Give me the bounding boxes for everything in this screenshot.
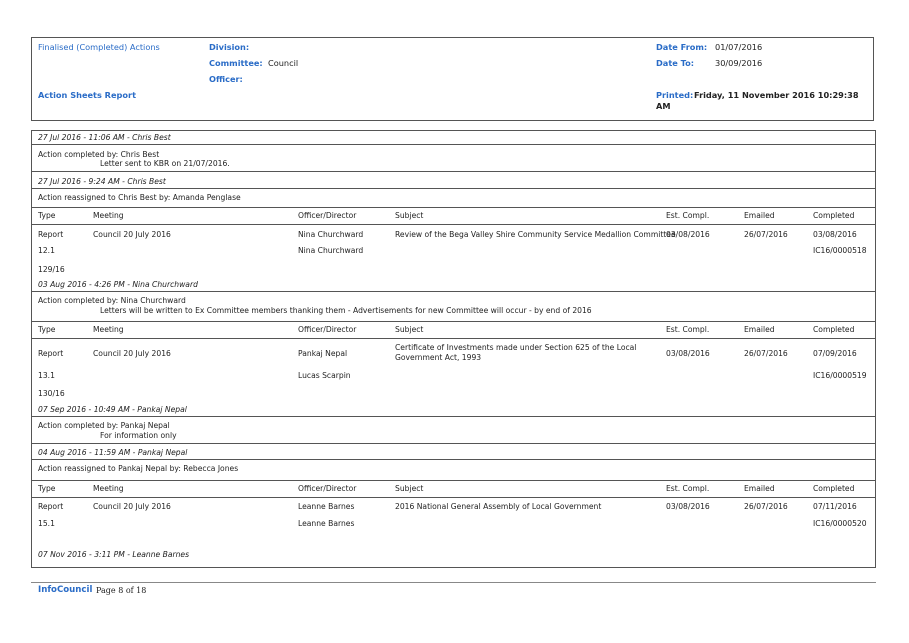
report-type: Finalised (Completed) Actions bbox=[38, 42, 160, 52]
cell-emailed: 26/07/2016 bbox=[744, 230, 788, 239]
cell-est: 03/08/2016 bbox=[666, 349, 710, 358]
date-from-label: Date From: bbox=[656, 42, 708, 52]
col-meeting: Meeting bbox=[93, 484, 124, 493]
committee-value: Council bbox=[268, 58, 299, 68]
cell-meeting: Council 20 July 2016 bbox=[93, 502, 171, 511]
col-emailed: Emailed bbox=[744, 325, 775, 334]
cell-resolution: 130/16 bbox=[38, 389, 65, 398]
col-officer: Officer/Director bbox=[298, 211, 357, 220]
cell-officer: Pankaj Nepal bbox=[298, 349, 348, 358]
note-text: Action completed by: Nina Churchward bbox=[38, 296, 186, 305]
cell-type: Report bbox=[38, 349, 64, 358]
table-header bbox=[32, 480, 875, 498]
cell-officer-2: Lucas Scarpin bbox=[298, 371, 351, 380]
cell-resolution: 129/16 bbox=[38, 265, 65, 274]
cell-meeting: Council 20 July 2016 bbox=[93, 230, 171, 239]
divider bbox=[32, 171, 875, 172]
date-to-label: Date To: bbox=[656, 58, 695, 68]
divider bbox=[32, 291, 875, 292]
cell-subject: Review of the Bega Valley Shire Community Service Medallion Committee bbox=[395, 230, 676, 239]
note-text: Letters will be written to Ex Committee members thanking them - Advertisements for new Committee will occur - by end of 2016 bbox=[100, 306, 592, 315]
footer-brand: InfoCouncil bbox=[38, 585, 93, 595]
divider bbox=[32, 188, 875, 189]
note-text: For information only bbox=[100, 431, 177, 440]
footer-divider bbox=[31, 582, 876, 583]
table-header bbox=[32, 321, 875, 339]
cell-completed: 03/08/2016 bbox=[813, 230, 857, 239]
divider bbox=[32, 416, 875, 417]
table-header bbox=[32, 207, 875, 225]
cell-subject: 2016 National General Assembly of Local Government bbox=[395, 502, 602, 511]
col-officer: Officer/Director bbox=[298, 325, 357, 334]
note-text: Letter sent to KBR on 21/07/2016. bbox=[100, 159, 230, 168]
cell-subject: Certificate of Investments made under Section 625 of the Local bbox=[395, 343, 637, 352]
note-heading: 04 Aug 2016 - 11:59 AM - Pankaj Nepal bbox=[38, 448, 188, 457]
col-est: Est. Compl. bbox=[666, 325, 710, 334]
divider bbox=[32, 443, 875, 444]
cell-completed: 07/11/2016 bbox=[813, 502, 857, 511]
division-label: Division: bbox=[209, 42, 250, 52]
note-text: Action completed by: Chris Best bbox=[38, 150, 160, 159]
cell-est: 03/08/2016 bbox=[666, 502, 710, 511]
date-from-value: 01/07/2016 bbox=[715, 42, 763, 52]
cell-officer: Leanne Barnes bbox=[298, 502, 355, 511]
col-type: Type bbox=[38, 325, 56, 334]
col-completed: Completed bbox=[813, 325, 855, 334]
note-heading: 03 Aug 2016 - 4:26 PM - Nina Churchward bbox=[38, 280, 198, 289]
col-est: Est. Compl. bbox=[666, 484, 710, 493]
divider bbox=[32, 144, 875, 145]
cell-emailed: 26/07/2016 bbox=[744, 502, 788, 511]
cell-officer-2: Leanne Barnes bbox=[298, 519, 355, 528]
col-completed: Completed bbox=[813, 484, 855, 493]
col-type: Type bbox=[38, 484, 56, 493]
col-type: Type bbox=[38, 211, 56, 220]
cell-meeting: Council 20 July 2016 bbox=[93, 349, 171, 358]
note-text: Action completed by: Pankaj Nepal bbox=[38, 421, 170, 430]
col-subject: Subject bbox=[395, 211, 424, 220]
page-number: Page 8 of 18 bbox=[96, 586, 147, 595]
cell-type: Report bbox=[38, 230, 64, 239]
col-est: Est. Compl. bbox=[666, 211, 710, 220]
cell-completed: 07/09/2016 bbox=[813, 349, 857, 358]
cell-subject: Government Act, 1993 bbox=[395, 353, 482, 362]
note-heading: 27 Jul 2016 - 11:06 AM - Chris Best bbox=[38, 133, 171, 142]
note-text: Action reassigned to Pankaj Nepal by: Rebecca Jones bbox=[38, 464, 239, 473]
col-completed: Completed bbox=[813, 211, 855, 220]
col-subject: Subject bbox=[395, 484, 424, 493]
actions-table bbox=[31, 130, 876, 568]
col-meeting: Meeting bbox=[93, 325, 124, 334]
divider bbox=[32, 459, 875, 460]
report-header bbox=[31, 37, 874, 121]
officer-label: Officer: bbox=[209, 74, 243, 84]
note-heading: 07 Sep 2016 - 10:49 AM - Pankaj Nepal bbox=[38, 405, 187, 414]
cell-item-no: 15.1 bbox=[38, 519, 55, 528]
cell-type: Report bbox=[38, 502, 64, 511]
cell-ref: IC16/0000520 bbox=[813, 519, 867, 528]
printed-value: Friday, 11 November 2016 10:29:38 bbox=[694, 90, 859, 100]
note-heading: 27 Jul 2016 - 9:24 AM - Chris Best bbox=[38, 177, 166, 186]
printed-label: Printed: bbox=[656, 90, 694, 100]
date-to-value: 30/09/2016 bbox=[715, 58, 763, 68]
note-text: Action reassigned to Chris Best by: Amanda Penglase bbox=[38, 193, 241, 202]
report-title: Action Sheets Report bbox=[38, 90, 136, 100]
note-heading: 07 Nov 2016 - 3:11 PM - Leanne Barnes bbox=[38, 550, 190, 559]
cell-ref: IC16/0000518 bbox=[813, 246, 867, 255]
committee-label: Committee: bbox=[209, 58, 263, 68]
cell-officer-2: Nina Churchward bbox=[298, 246, 364, 255]
col-emailed: Emailed bbox=[744, 211, 775, 220]
cell-officer: Nina Churchward bbox=[298, 230, 364, 239]
cell-item-no: 12.1 bbox=[38, 246, 55, 255]
cell-item-no: 13.1 bbox=[38, 371, 55, 380]
col-emailed: Emailed bbox=[744, 484, 775, 493]
cell-emailed: 26/07/2016 bbox=[744, 349, 788, 358]
col-officer: Officer/Director bbox=[298, 484, 357, 493]
printed-value-line2: AM bbox=[656, 101, 671, 111]
col-subject: Subject bbox=[395, 325, 424, 334]
cell-est: 03/08/2016 bbox=[666, 230, 710, 239]
col-meeting: Meeting bbox=[93, 211, 124, 220]
cell-ref: IC16/0000519 bbox=[813, 371, 867, 380]
